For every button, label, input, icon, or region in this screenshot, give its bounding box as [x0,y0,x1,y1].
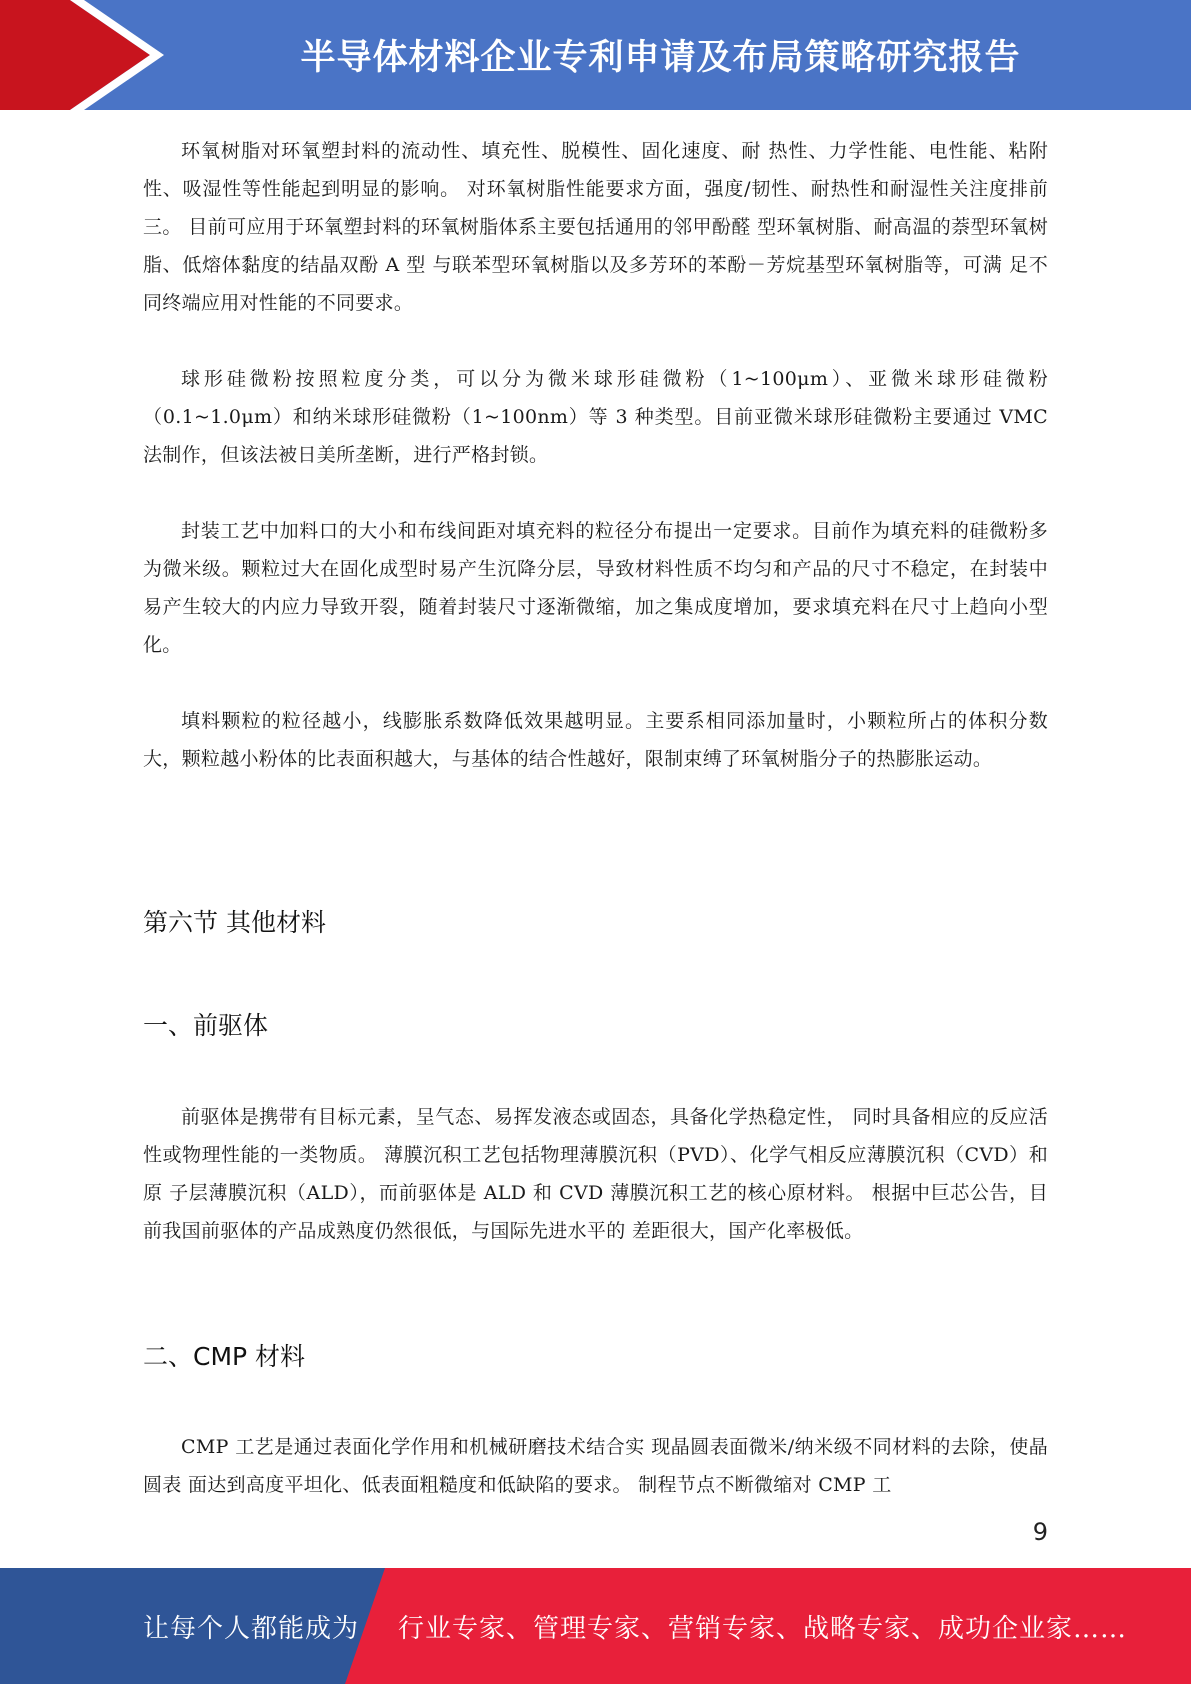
paragraph-packaging-filler: 封装工艺中加料口的大小和布线间距对填充料的粒径分布提出一定要求。目前作为填充料的硅微粉多为微米级。颗粒过大在固化成型时易产生沉降分层，导致材料性质不均匀和产品的尺寸不稳定，在封装中易产生较大的内应力导致开裂，随着封装尺寸逐渐微缩，加之集成度增加，要求填充料在尺寸上趋向小型化。 [143,520,1048,656]
paragraph-cmp: CMP 工艺是通过表面化学作用和机械研磨技术结合实 现晶圆表面微米/纳米级不同材料的去除，使晶圆表 面达到高度平坦化、低表面粗糙度和低缺陷的要求。 制程节点不断微缩对 CMP 工 [143,1436,1048,1496]
footer-slogan-left: 让每个人都能成为 [143,1613,360,1644]
subsection-cmp-title: 二、CMP 材料 [143,1342,306,1371]
cmp-text-block [143,1428,1048,1504]
footer-slogan-right: 行业专家、管理专家、营销专家、战略专家、成功企业家…… [398,1613,1128,1644]
subsection-precursor-title: 一、前驱体 [143,1011,269,1040]
header-banner [0,0,1191,110]
precursor-text-block [143,1098,1048,1250]
footer-banner [0,1568,1191,1684]
page-number: 9 [1032,1518,1048,1546]
paragraph-spherical-silica: 球形硅微粉按照粒度分类，可以分为微米球形硅微粉（1~100μm）、亚微米球形硅微粉（0.1~1.0μm）和纳米球形硅微粉（1~100nm）等 3 种类型。目前亚微米球形硅微粉主要通过 VMC 法制作，但该法被日美所垄断，进行严格封锁。 [143,368,1048,466]
paragraph-precursor: 前驱体是携带有目标元素，呈气态、易挥发液态或固态，具备化学热稳定性， 同时具备相应的反应活性或物理性能的一类物质。 薄膜沉积工艺包括物理薄膜沉积（PVD）、化学气相反应薄膜沉积（CVD）和原 子层薄膜沉积（ALD），而前驱体是 ALD 和 CVD 薄膜沉积工艺的核心原材料。 根据中巨芯公告，目前我国前驱体的产品成熟度仍然很低，与国际先进水平的 差距很大，国产化率极低。 [143,1106,1048,1242]
paragraph-epoxy-resin: 环氧树脂对环氧塑封料的流动性、填充性、脱模性、固化速度、耐 热性、力学性能、电性能、粘附性、吸湿性等性能起到明显的影响。 对环氧树脂性能要求方面，强度/韧性、耐热性和耐湿性关注度排前 三。 目前可应用于环氧塑封料的环氧树脂体系主要包括通用的邻甲酚醛 型环氧树脂、耐高温的萘型环氧树脂、低熔体黏度的结晶双酚 A 型 与联苯型环氧树脂以及多芳环的苯酚－芳烷基型环氧树脂等，可满 足不同终端应用对性能的不同要求。 [143,140,1048,314]
body-text-block [143,132,1048,778]
paragraph-particle-size: 填料颗粒的粒径越小，线膨胀系数降低效果越明显。主要系相同添加量时，小颗粒所占的体积分数大，颗粒越小粉体的比表面积越大，与基体的结合性越好，限制束缚了环氧树脂分子的热膨胀运动。 [143,710,1048,770]
report-title: 半导体材料企业专利申请及布局策略研究报告 [300,38,1021,78]
section-title: 第六节 其他材料 [143,908,326,937]
